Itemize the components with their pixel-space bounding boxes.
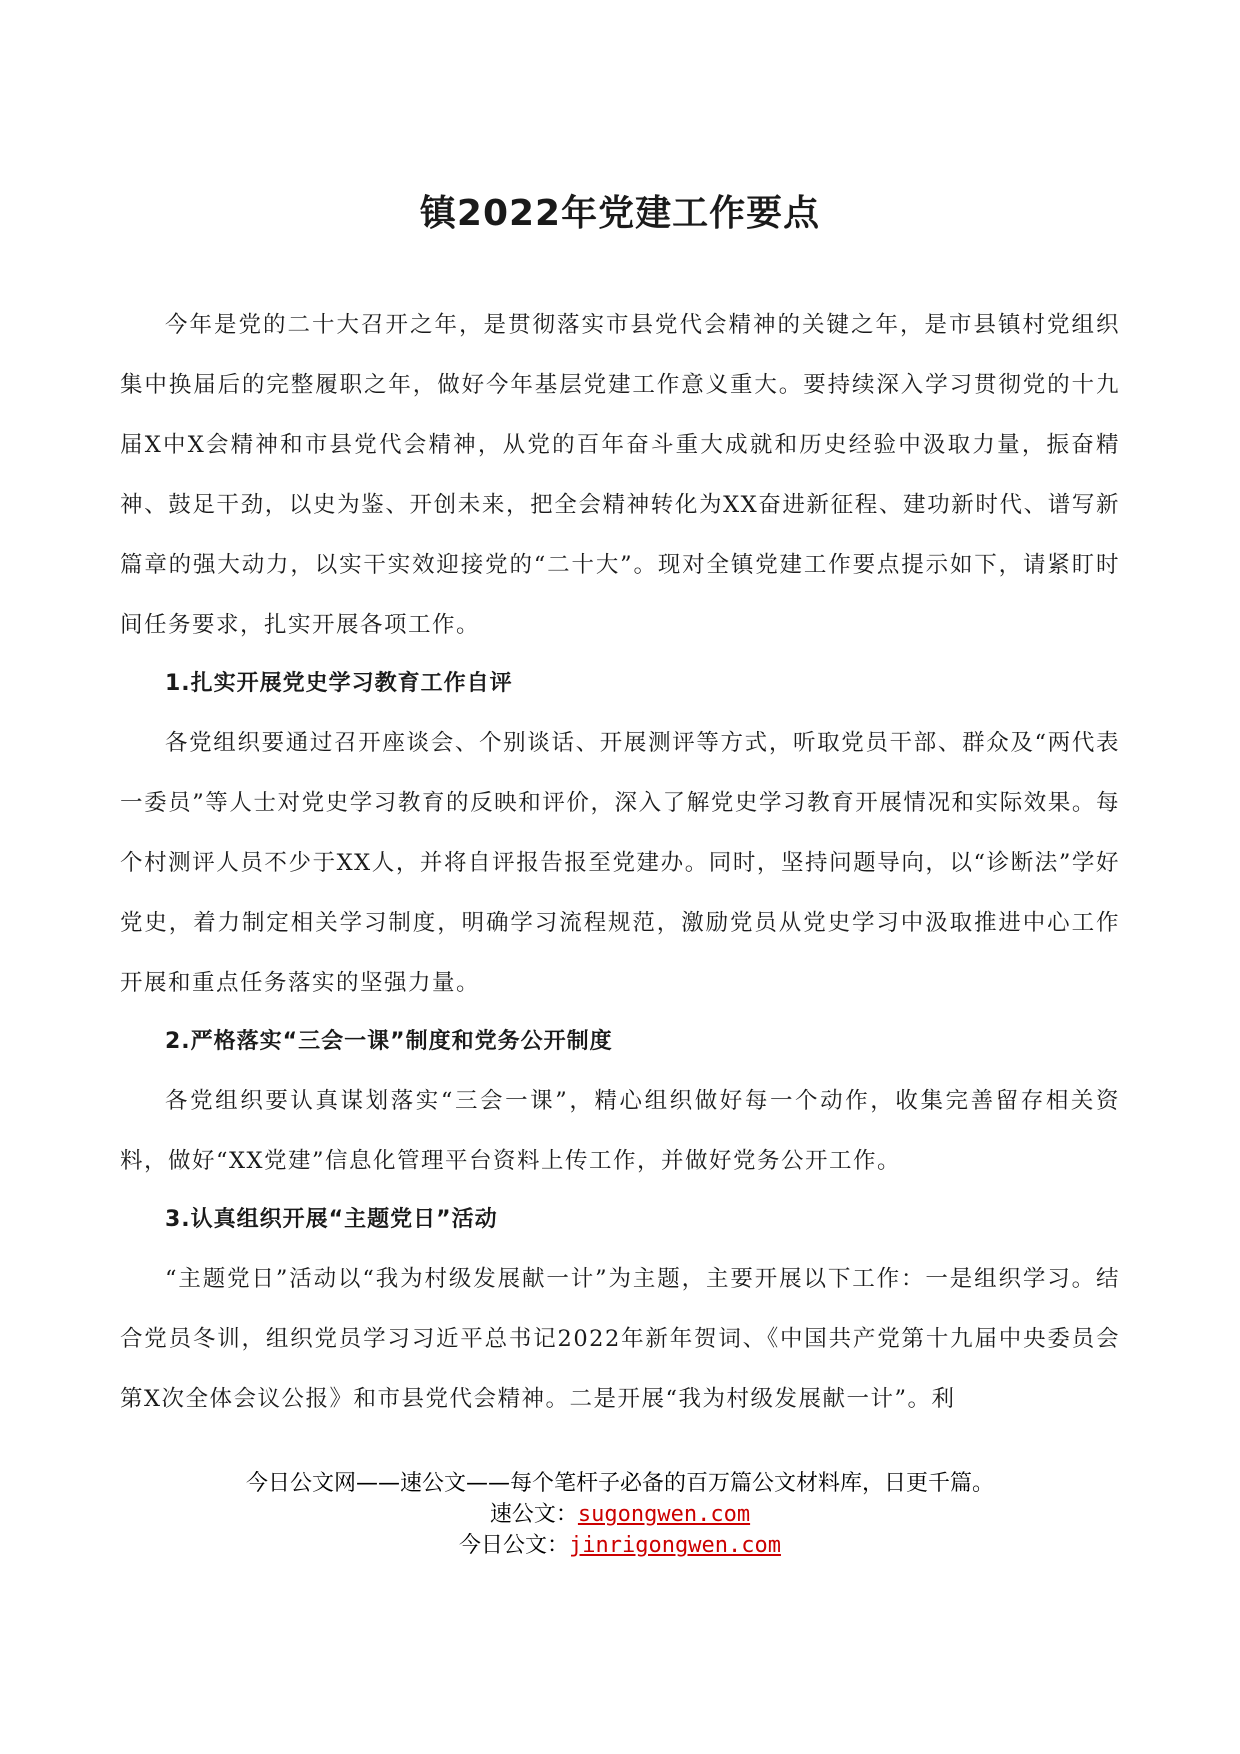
footer-link-row-2 (0, 1530, 1240, 1561)
footer-link-row-1 (0, 1499, 1240, 1530)
section-paragraph-2: 各党组织要认真谋划落实“三会一课”，精心组织做好每一个动作，收集完善留存相关资料，做好“XX党建”信息化管理平台资料上传工作，并做好党务公开工作。 (120, 1088, 1120, 1174)
footer-link1-label: 速公文： (489, 1502, 578, 1527)
document-body (120, 295, 1120, 1429)
sugongwen-link[interactable]: sugongwen.com (577, 1502, 751, 1527)
footer-slogan: 今日公文网——速公文——每个笔杆子必备的百万篇公文材料库，日更千篇。 (245, 1471, 994, 1496)
section-paragraph-3: “主题党日”活动以“我为村级发展献一计”为主题，主要开展以下工作：一是组织学习。结合党员冬训，组织党员学习习近平总书记2022年新年贺词、《中国共产党第十九届中央委员会第X次全体会议公报》和市县党代会精神。二是开展“我为村级发展献一计”。利 (120, 1266, 1120, 1412)
document-title: 镇2022年党建工作要点 (419, 193, 821, 234)
jinrigongwen-link[interactable]: jinrigongwen.com (569, 1533, 781, 1558)
section-paragraph-1: 各党组织要通过召开座谈会、个别谈话、开展测评等方式，听取党员干部、群众及“两代表一委员”等人士对党史学习教育的反映和评价，深入了解党史学习教育开展情况和实际效果。每个村测评人员不少于XX人，并将自评报告报至党建办。同时，坚持问题导向，以“诊断法”学好党史，着力制定相关学习制度，明确学习流程规范，激励党员从党史学习中汲取推进中心工作开展和重点任务落实的坚强力量。 (120, 730, 1120, 996)
section-heading-2: 2.严格落实“三会一课”制度和党务公开制度 (165, 1029, 613, 1054)
section-heading-1: 1.扎实开展党史学习教育工作自评 (165, 671, 513, 696)
footer (0, 1468, 1240, 1561)
intro-paragraph: 今年是党的二十大召开之年，是贯彻落实市县党代会精神的关键之年，是市县镇村党组织集中换届后的完整履职之年，做好今年基层党建工作意义重大。要持续深入学习贯彻党的十九届X中X会精神和市县党代会精神，从党的百年奋斗重大成就和历史经验中汲取力量，振奋精神、鼓足干劲，以史为鉴、开创未来，把全会精神转化为XX奋进新征程、建功新时代、谱写新篇章的强大动力，以实干实效迎接党的“二十大”。现对全镇党建工作要点提示如下，请紧盯时间任务要求，扎实开展各项工作。 (120, 312, 1120, 638)
footer-link2-label: 今日公文： (459, 1533, 570, 1558)
section-heading-3: 3.认真组织开展“主题党日”活动 (165, 1207, 498, 1232)
